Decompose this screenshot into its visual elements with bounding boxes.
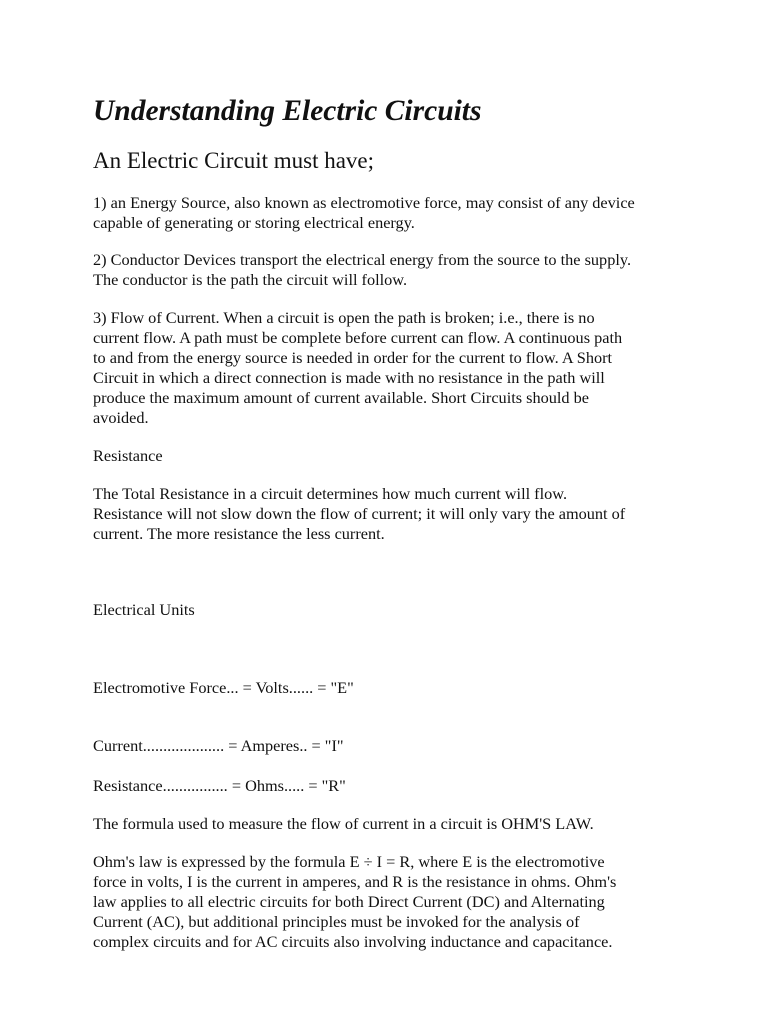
- text-line: law applies to all electric circuits for both Direct Current (DC) and Alternating: [93, 892, 605, 911]
- text-line: force in volts, I is the current in amperes, and R is the resistance in ohms. Ohm's: [93, 872, 617, 891]
- text-line: capable of generating or storing electrical energy.: [93, 213, 415, 232]
- text-line: Resistance will not slow down the flow of current; it will only vary the amount of: [93, 504, 626, 523]
- paragraph-ohms-law: [93, 852, 683, 952]
- text-line: Circuit in which a direct connection is made with no resistance in the path will: [93, 368, 605, 387]
- text-line: Ohm's law is expressed by the formula E ÷ I = R, where E is the electromotive: [93, 852, 605, 871]
- paragraph-total-resistance: [93, 484, 683, 544]
- text-line: The conductor is the path the circuit will follow.: [93, 270, 408, 289]
- text-line: to and from the energy source is needed in order for the current to flow. A Short: [93, 348, 613, 367]
- document-subtitle: An Electric Circuit must have;: [93, 148, 375, 173]
- paragraph-conductor-devices: [93, 250, 683, 290]
- heading-resistance: [93, 446, 683, 466]
- text-line: The formula used to measure the flow of current in a circuit is OHM'S LAW.: [93, 814, 594, 833]
- unit-electromotive-force: [93, 678, 683, 698]
- unit-resistance: [93, 776, 683, 796]
- text-line: The Total Resistance in a circuit determines how much current will flow.: [93, 484, 568, 503]
- paragraph-flow-of-current: [93, 308, 683, 428]
- document-title: Understanding Electric Circuits: [93, 95, 482, 127]
- text-line: Current (AC), but additional principles must be invoked for the analysis of: [93, 912, 580, 931]
- unit-current: [93, 736, 683, 756]
- text-line: Resistance................ = Ohms..... = "R": [93, 776, 346, 795]
- text-line: 1) an Energy Source, also known as electromotive force, may consist of any device: [93, 193, 635, 212]
- text-line: Electrical Units: [93, 600, 195, 619]
- text-line: Electromotive Force... = Volts...... = "E": [93, 678, 354, 697]
- text-line: Current.................... = Amperes.. = "I": [93, 736, 344, 755]
- paragraph-energy-source: [93, 193, 683, 233]
- heading-electrical-units: [93, 600, 683, 620]
- text-line: current. The more resistance the less current.: [93, 524, 385, 543]
- text-line: 2) Conductor Devices transport the electrical energy from the source to the supply.: [93, 250, 632, 269]
- text-line: current flow. A path must be complete before current can flow. A continuous path: [93, 328, 623, 347]
- text-line: avoided.: [93, 408, 149, 427]
- text-line: complex circuits and for AC circuits also involving inductance and capacitance.: [93, 932, 613, 951]
- paragraph-ohms-law-formula: [93, 814, 683, 834]
- text-line: produce the maximum amount of current available. Short Circuits should be: [93, 388, 590, 407]
- text-line: Resistance: [93, 446, 163, 465]
- text-line: 3) Flow of Current. When a circuit is open the path is broken; i.e., there is no: [93, 308, 595, 327]
